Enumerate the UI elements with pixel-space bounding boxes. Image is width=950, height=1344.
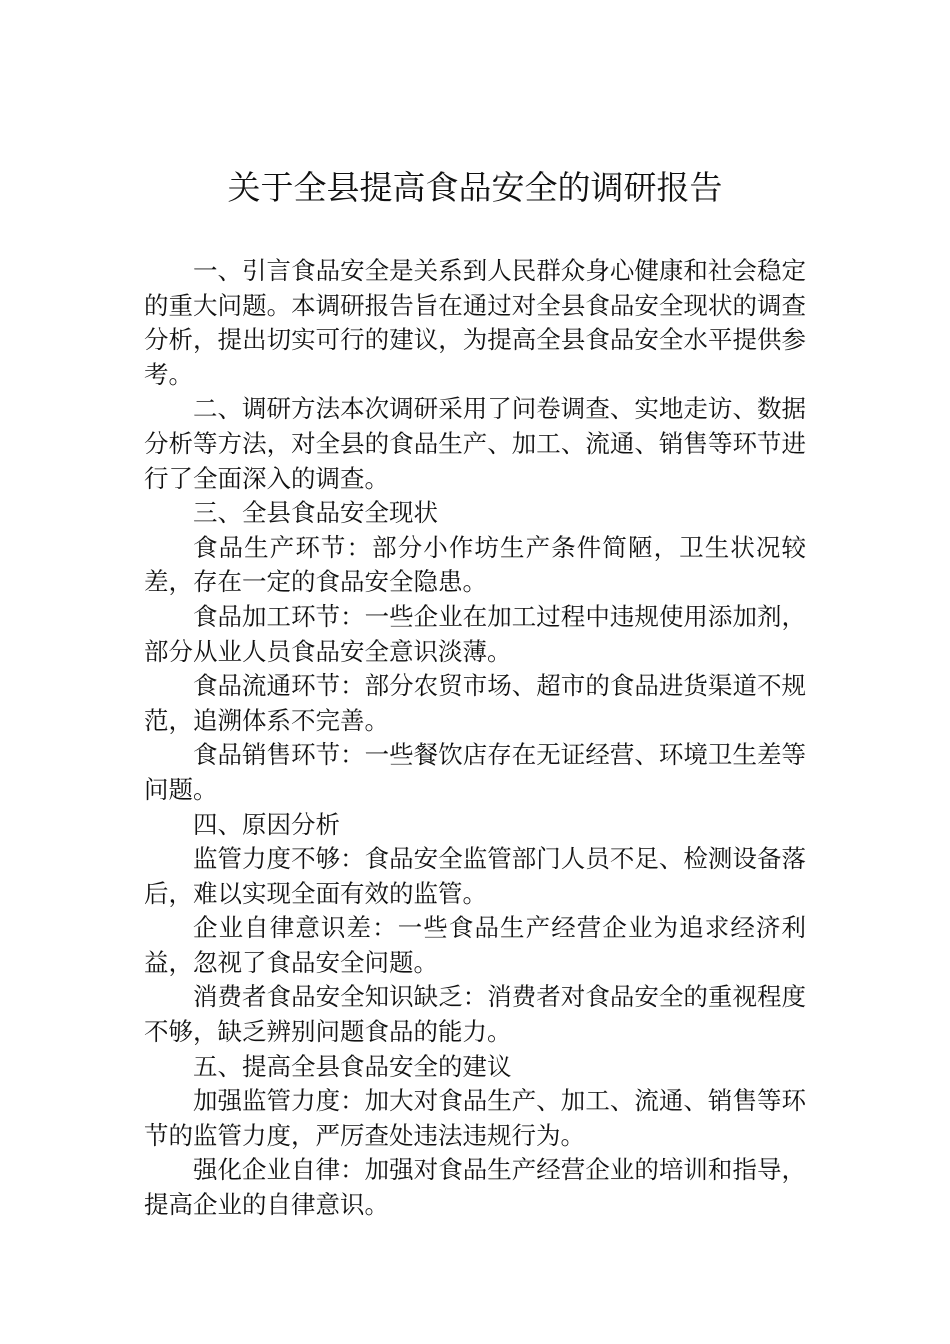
document-body [144,254,806,1223]
section-heading-current-status: 三、全县食品安全现状 [193,498,438,528]
paragraph-sales-stage: 食品销售环节：一些餐饮店存在无证经营、环境卫生差等问题。 [144,740,806,804]
paragraph-processing-stage: 食品加工环节：一些企业在加工过程中违规使用添加剂，部分从业人员食品安全意识淡薄。 [144,601,806,666]
paragraph-enterprise-self-discipline: 强化企业自律：加强对食品生产经营企业的培训和指导，提高企业的自律意识。 [144,1155,806,1220]
paragraph-circulation-stage: 食品流通环节：部分农贸市场、超市的食品进货渠道不规范，追溯体系不完善。 [144,671,806,735]
paragraph-strengthen-supervision: 加强监管力度：加大对食品生产、加工、流通、销售等环节的监管力度，严厉查处违法违规行为。 [144,1086,806,1150]
paragraph-insufficient-supervision: 监管力度不够：食品安全监管部门人员不足、检测设备落后，难以实现全面有效的监管。 [144,844,806,908]
paragraph-production-stage: 食品生产环节：部分小作坊生产条件简陋，卫生状况较差，存在一定的食品安全隐患。 [144,532,806,597]
paragraph-consumer-knowledge: 消费者食品安全知识缺乏：消费者对食品安全的重视程度不够，缺乏辨别问题食品的能力。 [144,982,806,1047]
section-heading-cause-analysis: 四、原因分析 [193,809,340,839]
paragraph-research-method: 二、调研方法本次调研采用了问卷调查、实地走访、数据分析等方法，对全县的食品生产、加工、流通、销售等环节进行了全面深入的调查。 [144,394,806,493]
paragraph-weak-self-discipline: 企业自律意识差：一些食品生产经营企业为追求经济利益，忽视了食品安全问题。 [144,913,806,977]
section-heading-suggestions: 五、提高全县食品安全的建议 [193,1051,512,1081]
document-title: 关于全县提高食品安全的调研报告 [227,168,723,207]
paragraph-introduction: 一、引言食品安全是关系到人民群众身心健康和社会稳定的重大问题。本调研报告旨在通过对全县食品安全现状的调查分析，提出切实可行的建议，为提高全县食品安全水平提供参考。 [144,256,806,389]
